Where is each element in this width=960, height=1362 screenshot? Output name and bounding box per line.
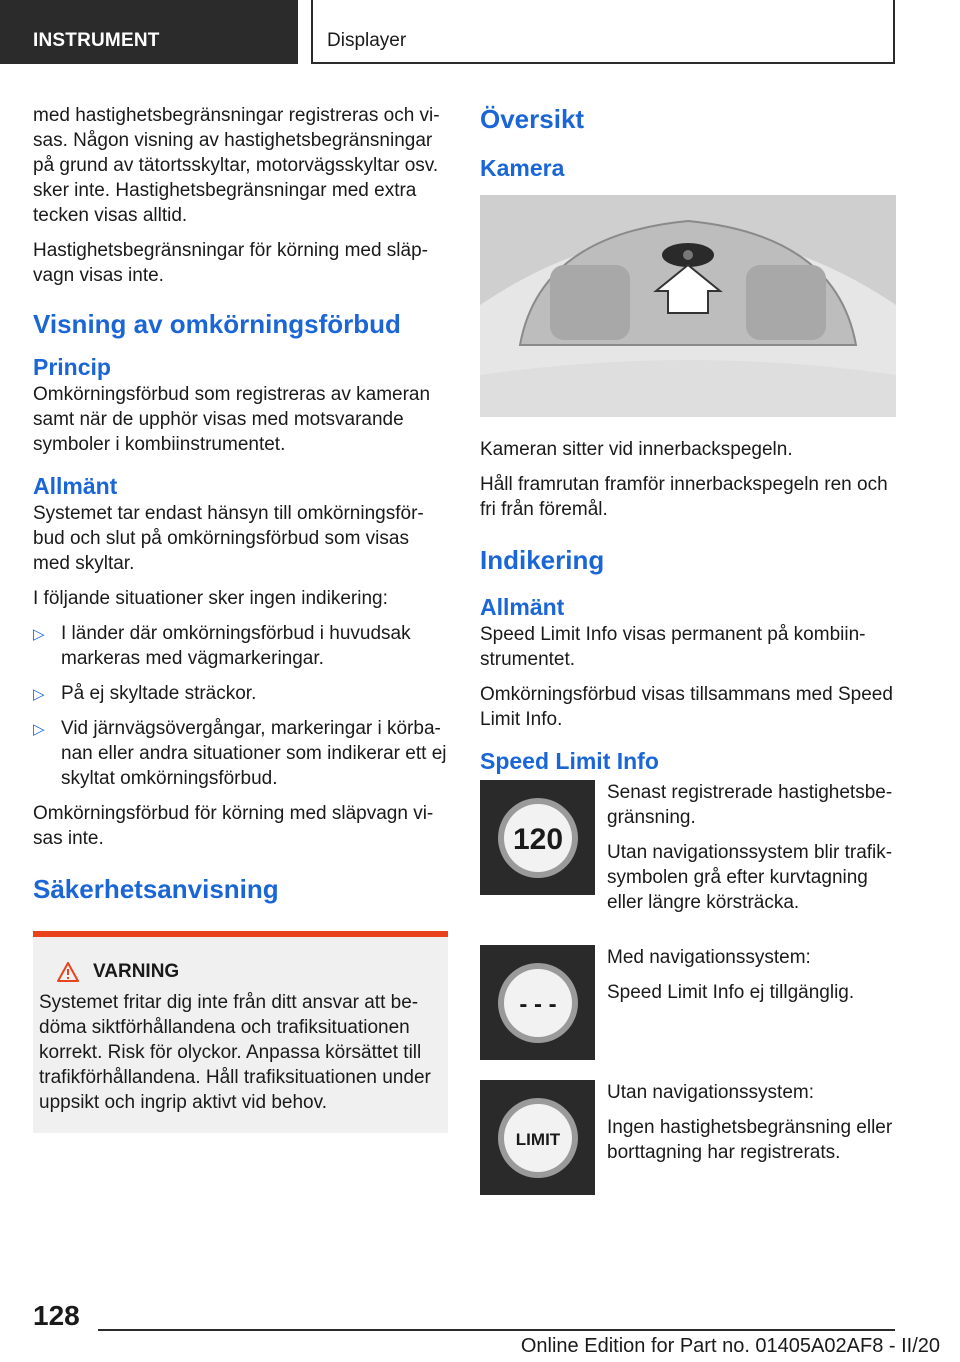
speed-limit-none-icon <box>480 1080 595 1195</box>
svg-text:LIMIT: LIMIT <box>515 1129 560 1149</box>
heading-overtaking: Visning av omkörningsförbud <box>33 309 401 339</box>
paragraph: Omkörningsförbud för körning med släpvagn vi-sas inte. <box>33 803 434 849</box>
heading-general-right: Allmänt <box>480 594 565 620</box>
right-column <box>480 103 896 1215</box>
speed-limit-text: Med navigationssystem: Speed Limit Info ej tillgänglig. <box>607 947 855 1003</box>
paragraph: Omkörningsförbud visas tillsammans med Speed Limit Info. <box>480 684 893 730</box>
speed-limit-text: Utan navigationssystem: Ingen hastighetsbegränsning eller borttagning har registrerats. <box>607 1082 893 1163</box>
svg-text:120: 120 <box>512 822 563 856</box>
triangle-bullet-icon: ▷ <box>33 686 45 703</box>
triangle-bullet-icon: ▷ <box>33 721 45 738</box>
speed-limit-row <box>480 945 896 1060</box>
section-tab: INSTRUMENT <box>0 0 298 64</box>
svg-text:- - -: - - - <box>518 990 557 1018</box>
warning-box <box>33 931 448 1133</box>
paragraph: med hastighetsbegränsningar registreras och vi-sas. Någon visning av hastighetsbegränsningar på grund av tätortsskyltar, motorvägsskyltar osv. sker inte. Hastighetsbegränsningar med extra tecken visas alltid. <box>33 105 440 226</box>
paragraph: Systemet tar endast hänsyn till omkörningsför-bud och slut på omkörningsförbud som visas med skyltar. <box>33 503 424 574</box>
footer-divider <box>98 1329 895 1331</box>
bullet-list <box>33 621 448 791</box>
heading-principle: Princip <box>33 354 111 380</box>
paragraph: Speed Limit Info visas permanent på kombiin-strumentet. <box>480 624 866 670</box>
heading-overview: Översikt <box>480 104 585 134</box>
heading-safety: Säkerhetsanvisning <box>33 874 279 904</box>
camera-illustration <box>480 195 896 417</box>
heading-camera: Kamera <box>480 155 565 181</box>
paragraph: Omkörningsförbud som registreras av kameran samt när de upphör visas med motsvarande symboler i kombiinstrumentet. <box>33 384 431 455</box>
subsection-tab: Displayer <box>311 0 895 64</box>
heading-general: Allmänt <box>33 473 118 499</box>
speed-limit-row <box>480 1080 896 1195</box>
speed-limit-row <box>480 780 896 925</box>
paragraph: Hastighetsbegränsningar för körning med släp-vagn visas inte. <box>33 240 428 286</box>
speed-limit-unavailable-icon <box>480 945 595 1060</box>
edition-footer: Online Edition for Part no. 01405A02AF8 - II/20 <box>520 1335 940 1357</box>
heading-indication: Indikering <box>480 545 605 575</box>
warning-text: Systemet fritar dig inte från ditt ansvar att be-döma siktförhållandena och trafiksituationen korrekt. Risk för olyckor. Anpassa körsättet till trafikförhållandena. Håll trafiksituationen under uppsikt och ingrip aktivt vid behov. <box>39 992 431 1113</box>
triangle-bullet-icon: ▷ <box>33 626 45 643</box>
rear-window-camera-image <box>480 195 896 417</box>
heading-speed-limit-info: Speed Limit Info <box>480 748 659 774</box>
page-number: 128 <box>33 1300 80 1331</box>
warning-triangle-icon <box>57 962 79 982</box>
list-item: ▷ I länder där omkörningsförbud i huvudsak markeras med vägmarkeringar. <box>33 623 411 669</box>
speed-limit-120-icon <box>480 780 595 895</box>
list-item: ▷ På ej skyltade sträckor. <box>33 681 448 706</box>
paragraph: Kameran sitter vid innerbackspegeln. <box>480 439 793 460</box>
speed-limit-text: Senast registrerade hastighetsbe-gränsning. Utan navigationssystem blir trafik-symbolen grå efter kurvtagning eller längre körsträcka. <box>607 782 893 913</box>
paragraph: I följande situationer sker ingen indikering: <box>33 588 388 609</box>
paragraph: Håll framrutan framför innerbackspegeln ren och fri från föremål. <box>480 474 888 520</box>
list-item: ▷ Vid järnvägsövergångar, markeringar i körba-nan eller andra situationer som indikerar ett ej skyltat omkörningsförbud. <box>33 718 447 789</box>
warning-title: VARNING <box>39 959 442 984</box>
left-column <box>33 103 448 1133</box>
